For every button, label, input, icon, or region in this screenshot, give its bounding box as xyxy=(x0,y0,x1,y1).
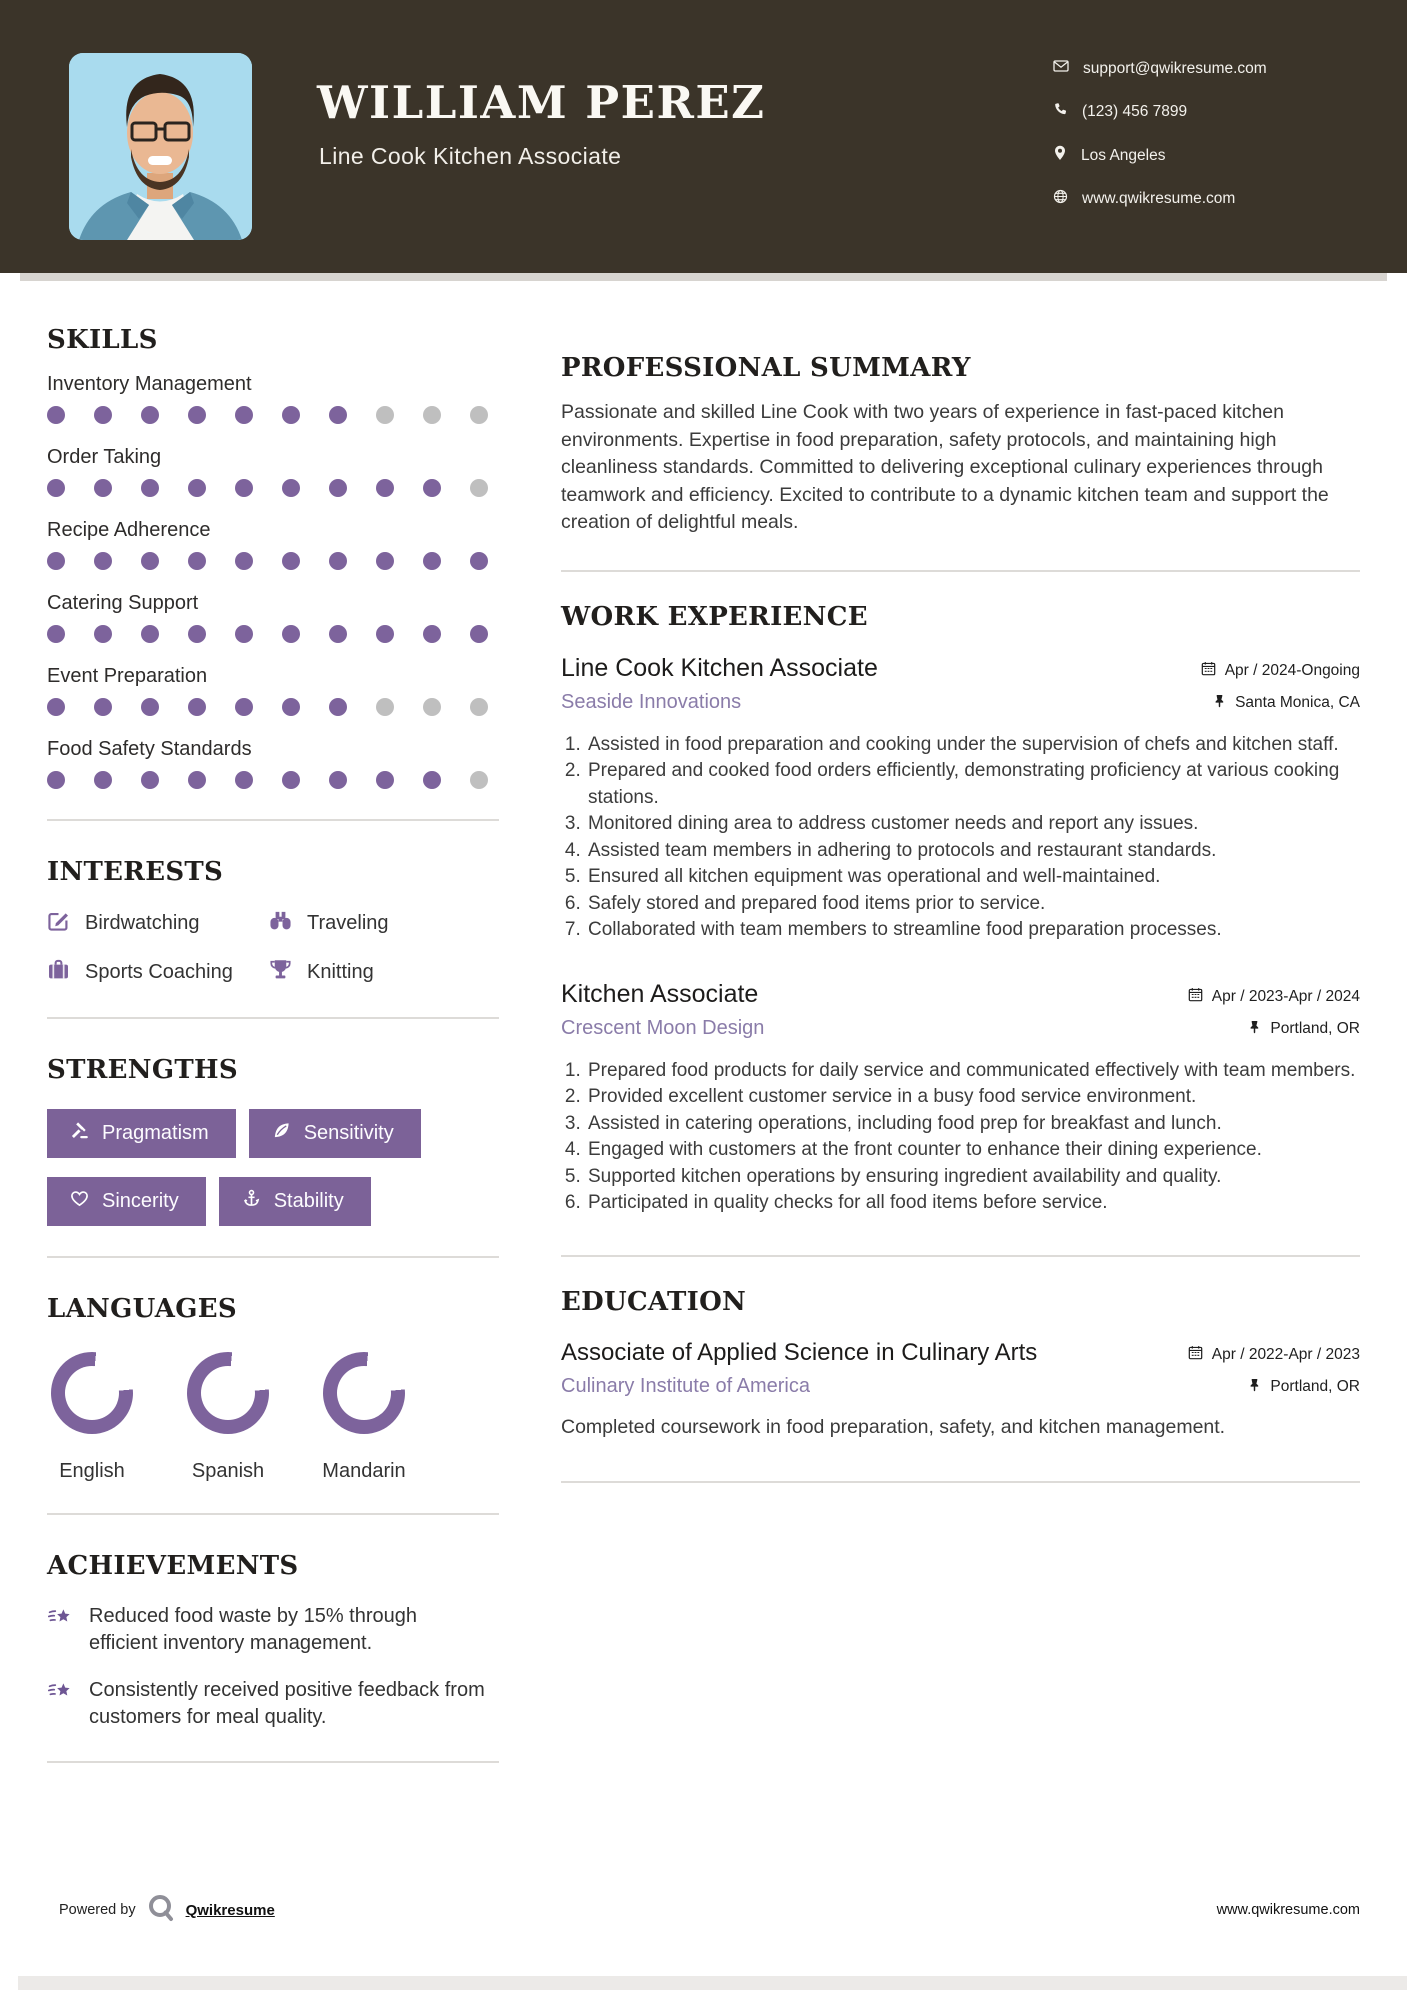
job-bullet: 7. Collaborated with team members to streamline food preparation processes. xyxy=(586,917,1360,944)
pushpin-icon xyxy=(1213,694,1226,713)
skill-rating xyxy=(47,771,499,789)
skill-item: Recipe Adherence xyxy=(47,519,499,570)
skill-rating xyxy=(47,552,499,570)
education-heading: EDUCATION xyxy=(561,1286,747,1317)
section-divider xyxy=(47,1513,499,1515)
strength-badge: Pragmatism xyxy=(47,1109,236,1158)
interest-item: Birdwatching xyxy=(47,909,269,938)
contact-email[interactable] xyxy=(1053,58,1267,79)
job-bullets xyxy=(561,732,1360,944)
phone-icon xyxy=(1053,102,1068,122)
job-bullets xyxy=(561,1058,1360,1217)
language-item: Spanish xyxy=(183,1352,273,1483)
school-name: Culinary Institute of America xyxy=(561,1374,810,1397)
job-location: Santa Monica, CA xyxy=(1213,694,1360,713)
trophy-icon xyxy=(269,958,292,987)
job-bullet: 5. Supported kitchen operations by ensuring ingredient availability and quality. xyxy=(586,1164,1360,1191)
job-bullet: 2. Provided excellent customer service in a busy food service environment. xyxy=(586,1084,1360,1111)
languages-heading: LANGUAGES xyxy=(47,1294,237,1324)
pencil-square-icon xyxy=(47,909,70,938)
qwikresume-logo-icon xyxy=(146,1893,176,1927)
gavel-icon xyxy=(70,1121,89,1146)
education-section xyxy=(561,1287,1360,1441)
powered-by-label: Powered by xyxy=(59,1902,136,1918)
interests-list xyxy=(47,909,499,987)
calendar-icon xyxy=(1188,987,1203,1007)
job-bullet: 5. Ensured all kitchen equipment was operational and well-maintained. xyxy=(586,864,1360,891)
shooting-star-icon xyxy=(47,1677,73,1731)
languages-list xyxy=(47,1352,499,1483)
education-location: Portland, OR xyxy=(1248,1378,1360,1397)
contact-location-text: Los Angeles xyxy=(1081,146,1166,164)
work-heading: WORK EXPERIENCE xyxy=(561,601,868,632)
envelope-icon xyxy=(1053,58,1069,79)
job-entry xyxy=(561,980,1360,1217)
interest-item: Knitting xyxy=(269,958,499,987)
interest-item: Traveling xyxy=(269,909,499,938)
page-bottom-shadow xyxy=(18,1976,1407,1990)
skill-rating xyxy=(47,479,499,497)
right-column xyxy=(561,325,1360,1799)
section-divider xyxy=(47,1017,499,1019)
language-gauge xyxy=(51,1352,133,1434)
binoculars-icon xyxy=(269,909,292,938)
skills-section xyxy=(47,325,499,789)
job-bullet: 4. Engaged with customers at the front counter to enhance their dining experience. xyxy=(586,1137,1360,1164)
achievements-section xyxy=(47,1551,499,1731)
header xyxy=(0,0,1407,273)
job-entry xyxy=(561,654,1360,944)
left-column xyxy=(47,325,499,1799)
strength-badge: Stability xyxy=(219,1177,371,1226)
profile-photo-illustration xyxy=(69,53,252,240)
degree-title: Associate of Applied Science in Culinary Arts xyxy=(561,1338,1038,1366)
skill-rating xyxy=(47,625,499,643)
leaf-icon xyxy=(272,1121,291,1146)
footer-site-url[interactable]: www.qwikresume.com xyxy=(1216,1902,1360,1918)
skill-rating xyxy=(47,406,499,424)
company-name: Crescent Moon Design xyxy=(561,1016,765,1039)
work-section xyxy=(561,602,1360,1217)
section-divider xyxy=(561,570,1360,572)
powered-by xyxy=(59,1893,275,1927)
strength-badge: Sincerity xyxy=(47,1177,206,1226)
company-name: Seaside Innovations xyxy=(561,690,742,713)
summary-heading: PROFESSIONAL SUMMARY xyxy=(561,353,971,383)
section-divider xyxy=(47,819,499,821)
skills-list xyxy=(47,373,499,789)
job-bullet: 3. Monitored dining area to address customer needs and report any issues. xyxy=(586,811,1360,838)
candidate-title: Line Cook Kitchen Associate xyxy=(319,143,622,169)
header-shadow xyxy=(20,273,1387,281)
pushpin-icon xyxy=(1248,1378,1261,1397)
interest-item: Sports Coaching xyxy=(47,958,269,987)
education-date: Apr / 2022-Apr / 2023 xyxy=(1188,1345,1360,1365)
achievement-item: Consistently received positive feedback from customers for meal quality. xyxy=(47,1677,499,1731)
profile-photo xyxy=(69,53,252,240)
section-divider xyxy=(47,1256,499,1258)
skill-item: Order Taking xyxy=(47,446,499,497)
interests-section xyxy=(47,857,499,987)
skill-item: Food Safety Standards xyxy=(47,738,499,789)
interests-heading: INTERESTS xyxy=(47,857,224,887)
shooting-star-icon xyxy=(47,1603,73,1657)
anchor-icon xyxy=(242,1189,261,1214)
language-item: English xyxy=(47,1352,137,1483)
job-bullet: 4. Assisted team members in adhering to protocols and restaurant standards. xyxy=(586,838,1360,865)
language-gauge xyxy=(323,1352,405,1434)
heart-icon xyxy=(70,1189,89,1214)
languages-section xyxy=(47,1294,499,1483)
skill-item: Catering Support xyxy=(47,592,499,643)
job-bullet: 2. Prepared and cooked food orders efficiently, demonstrating proficiency at various cooking stations. xyxy=(586,758,1360,811)
skills-heading: SKILLS xyxy=(47,325,158,355)
strength-badge: Sensitivity xyxy=(249,1109,421,1158)
strengths-section xyxy=(47,1055,499,1226)
content xyxy=(0,281,1407,1799)
job-bullet: 3. Assisted in catering operations, including food prep for breakfast and lunch. xyxy=(586,1111,1360,1138)
job-bullet: 1. Assisted in food preparation and cooking under the supervision of chefs and kitchen staff. xyxy=(586,732,1360,759)
job-date: Apr / 2024-Ongoing xyxy=(1201,661,1360,681)
qwikresume-link[interactable]: Qwikresume xyxy=(185,1901,275,1919)
skill-item: Inventory Management xyxy=(47,373,499,424)
section-divider xyxy=(561,1481,1360,1483)
contact-phone[interactable] xyxy=(1053,102,1267,122)
identity-block xyxy=(317,76,766,170)
contact-location[interactable] xyxy=(1053,145,1267,166)
achievements-heading: ACHIEVEMENTS xyxy=(47,1551,299,1581)
education-description: Completed coursework in food preparation, safety, and kitchen management. xyxy=(561,1415,1226,1438)
calendar-icon xyxy=(1201,661,1216,681)
contact-email-text: support@qwikresume.com xyxy=(1083,59,1267,77)
language-item: Mandarin xyxy=(319,1352,409,1483)
skill-rating xyxy=(47,698,499,716)
summary-section xyxy=(561,353,1360,537)
location-icon xyxy=(1053,145,1067,166)
language-gauge xyxy=(187,1352,269,1434)
job-location: Portland, OR xyxy=(1248,1020,1360,1039)
job-title: Line Cook Kitchen Associate xyxy=(561,653,878,682)
job-bullet: 6. Safely stored and prepared food items prior to service. xyxy=(586,891,1360,918)
footer xyxy=(59,1893,1360,1927)
contact-phone-text: (123) 456 7899 xyxy=(1082,103,1188,120)
achievements-list xyxy=(47,1603,499,1731)
candidate-name: WILLIAM PEREZ xyxy=(317,76,766,129)
strengths-list xyxy=(47,1109,499,1226)
education-entry xyxy=(561,1339,1360,1441)
skill-item: Event Preparation xyxy=(47,665,499,716)
calendar-icon xyxy=(1188,1345,1203,1365)
pushpin-icon xyxy=(1248,1020,1261,1039)
contact-website[interactable] xyxy=(1053,189,1267,209)
contact-list xyxy=(1053,58,1267,209)
job-date: Apr / 2023-Apr / 2024 xyxy=(1188,987,1360,1007)
section-divider xyxy=(561,1255,1360,1257)
strengths-heading: STRENGTHS xyxy=(47,1055,238,1085)
globe-icon xyxy=(1053,189,1068,209)
job-bullet: 1. Prepared food products for daily service and communicated effectively with team members. xyxy=(586,1058,1360,1085)
contact-website-text: www.qwikresume.com xyxy=(1082,190,1236,207)
achievement-item: Reduced food waste by 15% through efficient inventory management. xyxy=(47,1603,499,1657)
job-bullet: 6. Participated in quality checks for all food items before service. xyxy=(586,1190,1360,1217)
job-title: Kitchen Associate xyxy=(561,979,759,1008)
summary-text: Passionate and skilled Line Cook with two years of experience in fast-paced kitchen environments. Expertise in food preparation, safety protocols, and maintaining high cleanliness standards. Committed to delivering exceptional culinary experiences through teamwork and efficiency. Excited to contribute to a dynamic kitchen team and support the creation of delightful meals. xyxy=(561,401,1329,533)
briefcase-icon xyxy=(47,958,70,987)
section-divider xyxy=(47,1761,499,1763)
